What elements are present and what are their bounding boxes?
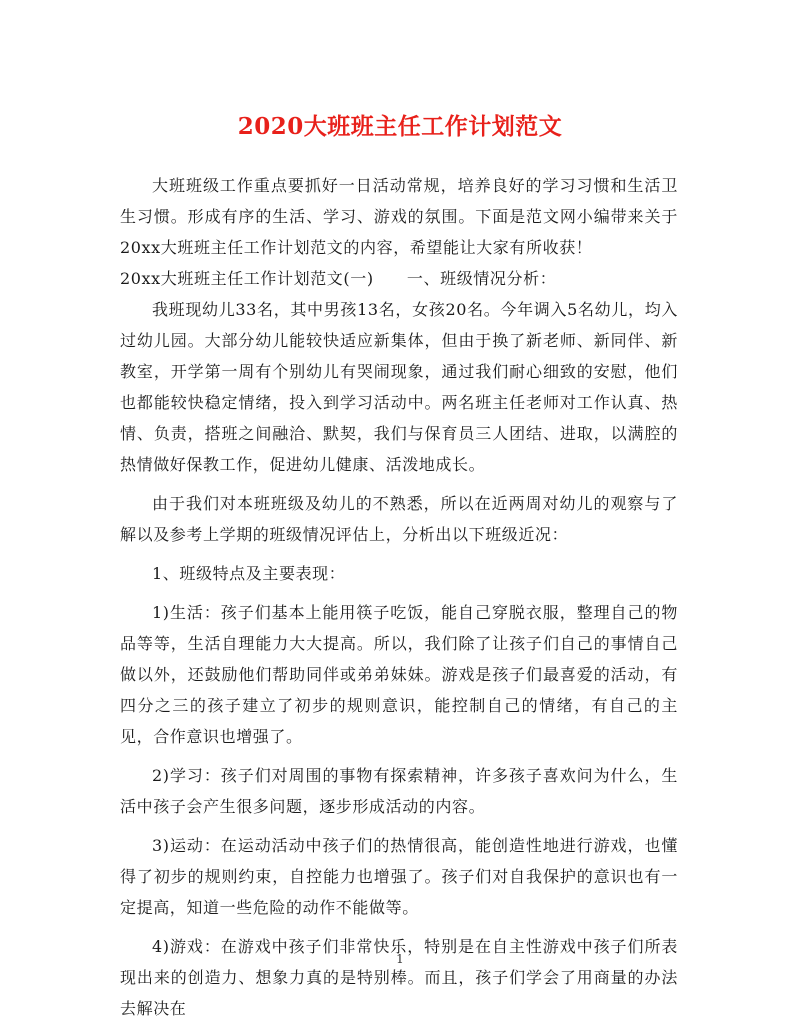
page-number: 1	[396, 952, 404, 966]
class-overview-paragraph: 我班现幼儿33名，其中男孩13名，女孩20名。今年调入5名幼儿，均入过幼儿园。大部分幼儿能较快适应新集体，但由于换了新老师、新同伴、新教室，开学第一周有个别幼儿有哭闹现象，通过我们耐心细致的安慰，他们也都能较快稳定情绪，投入到学习活动中。两名班主任老师对工作认真、热情、负责，搭班之间融洽、默契，我们与保育员三人团结、进取，以满腔的热情做好保教工作，促进幼儿健康、活泼地成长。	[120, 300, 678, 474]
document-body	[120, 170, 678, 1024]
study-paragraph: 2)学习：孩子们对周围的事物有探索精神，许多孩子喜欢问为什么，生活中孩子会产生很多问题，逐步形成活动的内容。	[120, 766, 678, 816]
sports-paragraph: 3)运动：在运动活动中孩子们的热情很高，能创造性地进行游戏，也懂得了初步的规则约束，自控能力也增强了。孩子们对自我保护的意识也有一定提高，知道一些危险的动作不能做等。	[120, 836, 678, 917]
analysis-paragraph: 由于我们对本班班级及幼儿的不熟悉，所以在近两周对幼儿的观察与了解以及参考上学期的班级情况评估上，分析出以下班级近况：	[120, 494, 678, 544]
features-heading: 1、班级特点及主要表现：	[152, 564, 346, 583]
games-paragraph: 4)游戏：在游戏中孩子们非常快乐，特别是在自主性游戏中孩子们所表现出来的创造力、想象力真的是特别棒。而且，孩子们学会了用商量的办法去解决在	[120, 937, 678, 1018]
life-paragraph: 1)生活：孩子们基本上能用筷子吃饭，能自己穿脱衣服，整理自己的物品等等，生活自理能力大大提高。所以，我们除了让孩子们自己的事情自己做以外，还鼓励他们帮助同伴或弟弟妹妹。游戏是孩子们最喜爱的活动，有四分之三的孩子建立了初步的规则意识，能控制自己的情绪，有自己的主见，合作意识也增强了。	[120, 603, 678, 746]
section-heading: 20xx大班班主任工作计划范文(一) 一、班级情况分析：	[120, 269, 557, 288]
intro-paragraph: 大班班级工作重点要抓好一日活动常规，培养良好的学习习惯和生活卫生习惯。形成有序的生活、学习、游戏的氛围。下面是范文网小编带来关于20xx大班班主任工作计划范文的内容，希望能让大家有所收获！	[120, 176, 678, 257]
document-title: 2020大班班主任工作计划范文	[237, 113, 563, 140]
